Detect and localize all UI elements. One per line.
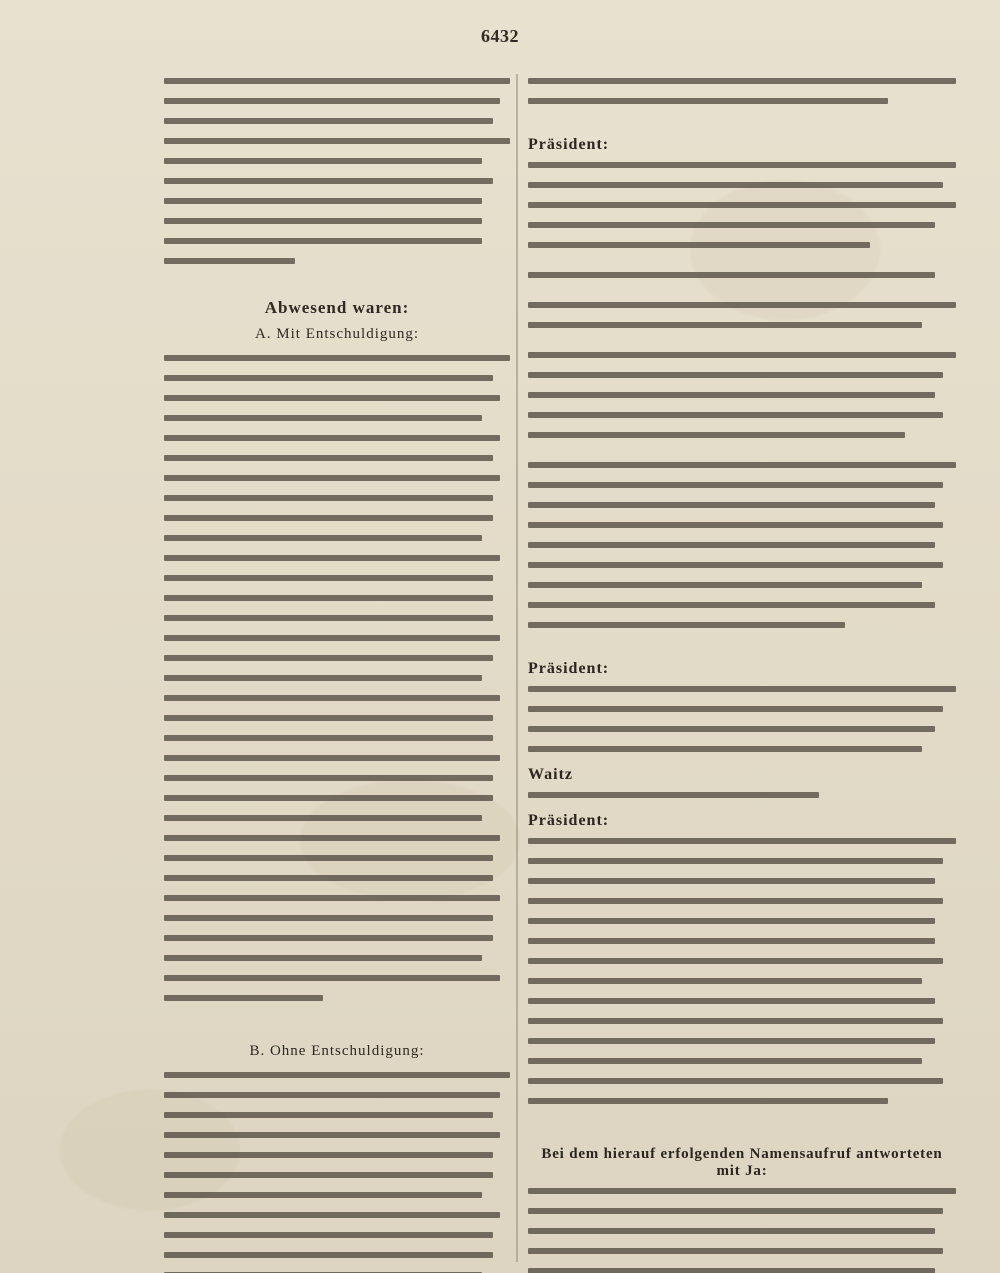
text-line [528, 462, 956, 468]
text-line [528, 162, 956, 168]
text-line [528, 542, 935, 548]
text-line [164, 995, 323, 1001]
text-line [528, 746, 922, 752]
text-line [164, 835, 500, 841]
text-line [528, 1208, 943, 1214]
text-line [528, 372, 943, 378]
text-line [528, 392, 935, 398]
text-line [528, 858, 943, 864]
absent-heading: Abwesend waren: [264, 298, 410, 317]
text-line [164, 138, 510, 144]
text-line [164, 535, 482, 541]
right-column [528, 78, 956, 1273]
text-line [528, 1228, 935, 1234]
text-line [528, 182, 943, 188]
text-line [164, 1112, 493, 1118]
text-line [528, 918, 935, 924]
text-line [164, 435, 500, 441]
text-line [164, 775, 493, 781]
text-line [164, 1072, 510, 1078]
text-line [164, 695, 500, 701]
text-line [528, 222, 935, 228]
text-line [164, 895, 500, 901]
text-line [164, 395, 500, 401]
text-line [528, 1268, 935, 1273]
text-line [528, 706, 943, 712]
text-line [164, 1232, 493, 1238]
text-line [164, 475, 500, 481]
text-line [164, 635, 500, 641]
text-line [528, 322, 922, 328]
text-line [164, 555, 500, 561]
text-line [164, 915, 493, 921]
column-divider [516, 74, 518, 1262]
text-line [164, 375, 493, 381]
text-line [528, 686, 956, 692]
text-line [164, 875, 493, 881]
text-line [164, 1212, 500, 1218]
text-line [528, 1038, 935, 1044]
text-line [528, 978, 922, 984]
speaker-label: Präsident: [528, 812, 610, 829]
text-line [528, 898, 943, 904]
text-line [164, 1172, 493, 1178]
text-line [164, 415, 482, 421]
text-line [528, 242, 870, 248]
text-line [164, 238, 482, 244]
text-line [528, 78, 956, 84]
text-line [164, 715, 493, 721]
excused-heading: A. Mit Entschuldigung: [254, 326, 420, 342]
text-line [528, 502, 935, 508]
text-line [164, 98, 500, 104]
text-line [528, 938, 935, 944]
text-line [528, 792, 819, 798]
text-line [528, 726, 935, 732]
text-line [164, 975, 500, 981]
text-line [164, 615, 493, 621]
text-line [164, 198, 482, 204]
text-line [164, 955, 482, 961]
text-line [164, 795, 493, 801]
text-line [164, 1092, 500, 1098]
left-column [164, 78, 510, 1273]
unexcused-heading: B. Ohne Entschuldigung: [249, 1043, 425, 1059]
text-line [164, 935, 493, 941]
text-line [164, 1152, 493, 1158]
text-line [528, 432, 905, 438]
text-line [528, 412, 943, 418]
text-line [164, 735, 493, 741]
page-number: 6432 [481, 26, 519, 46]
text-line [164, 855, 493, 861]
text-line [528, 1098, 888, 1104]
text-line [164, 1132, 500, 1138]
text-line [164, 78, 510, 84]
text-line [528, 1248, 943, 1254]
text-line [528, 522, 943, 528]
text-line [164, 495, 493, 501]
text-line [164, 675, 482, 681]
text-line [528, 1018, 943, 1024]
text-line [164, 158, 482, 164]
text-line [528, 352, 956, 358]
speaker-label: Waitz [528, 766, 573, 783]
text-line [528, 998, 935, 1004]
text-line [164, 178, 493, 184]
text-line [528, 878, 935, 884]
text-line [164, 575, 493, 581]
text-line [164, 118, 493, 124]
text-line [528, 98, 888, 104]
text-line [164, 755, 500, 761]
text-line [164, 515, 493, 521]
text-line [164, 655, 493, 661]
text-line [528, 1188, 956, 1194]
text-line [528, 302, 956, 308]
text-line [528, 602, 935, 608]
text-line [528, 622, 845, 628]
speaker-label: Präsident: [528, 136, 610, 153]
text-line [164, 455, 493, 461]
text-line [164, 815, 482, 821]
text-line [164, 1192, 482, 1198]
text-line [164, 1252, 493, 1258]
text-line [528, 562, 943, 568]
text-line [164, 218, 482, 224]
text-line [528, 958, 943, 964]
text-line [528, 1058, 922, 1064]
text-line [528, 838, 956, 844]
text-line [164, 595, 493, 601]
text-line [528, 202, 956, 208]
text-line [164, 355, 510, 361]
text-line [528, 1078, 943, 1084]
text-line [528, 272, 935, 278]
text-line [528, 482, 943, 488]
speaker-label: Präsident: [528, 660, 610, 677]
text-line [164, 258, 295, 264]
text-line [528, 582, 922, 588]
vote-heading: Bei dem hierauf erfolgenden Namensaufruf antworteten mit Ja: [541, 1146, 943, 1179]
